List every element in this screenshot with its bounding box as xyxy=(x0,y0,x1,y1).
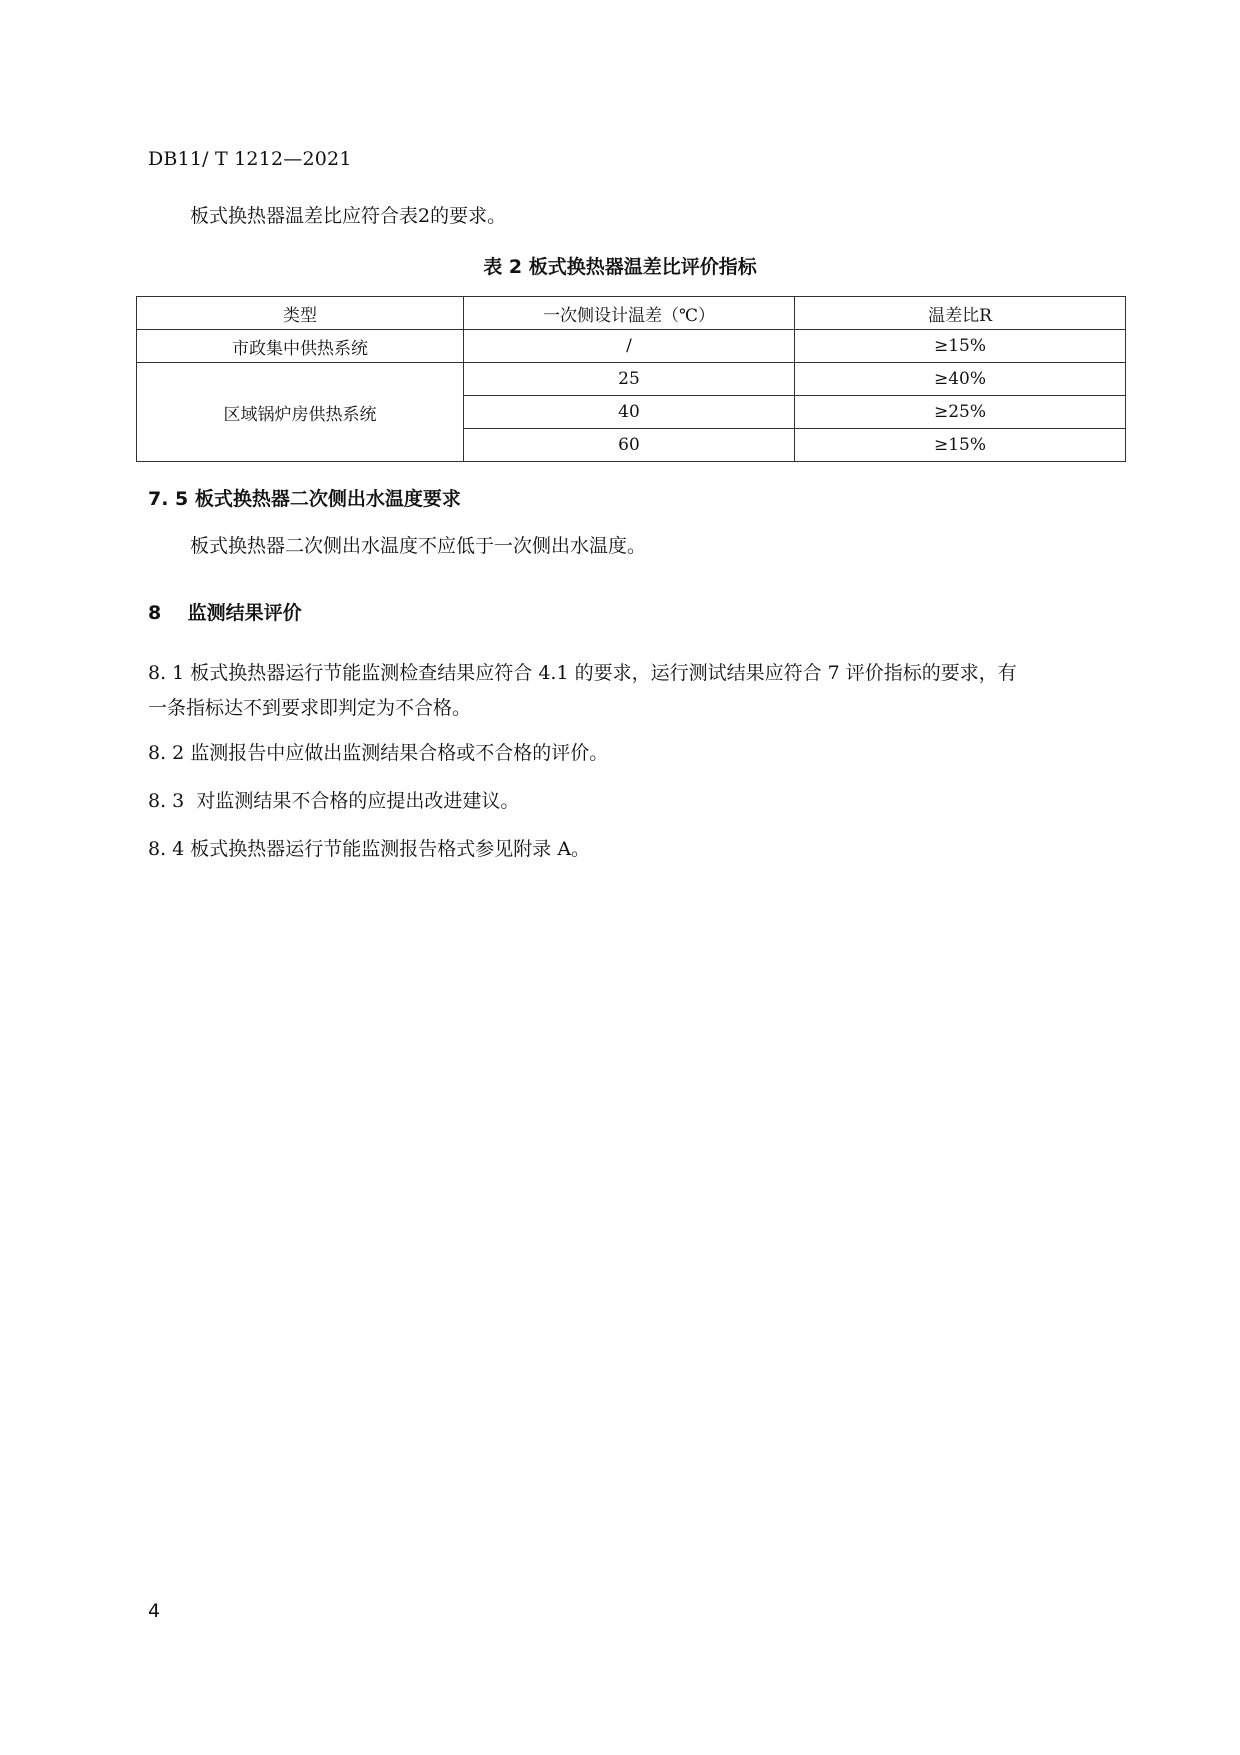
table-row xyxy=(137,330,1126,363)
clause-8-1 xyxy=(148,660,1017,721)
clause-8-2: 8. 2 监测报告中应做出监测结果合格或不合格的评价。 xyxy=(148,742,609,764)
clause-8-1-line2: 一条指标达不到要求即判定为不合格。 xyxy=(148,697,472,719)
table-header-row xyxy=(137,297,1126,330)
page-number: 4 xyxy=(148,1600,161,1622)
table-cell-delta: 60 xyxy=(464,429,795,462)
section-7-5-paragraph: 板式换热器二次侧出水温度不应低于一次侧出水温度。 xyxy=(190,535,647,557)
table-cell-ratio: ≥15% xyxy=(795,429,1126,462)
table-header-cell: 类型 xyxy=(137,297,464,330)
section-7-5-heading: 7. 5 板式换热器二次侧出水温度要求 xyxy=(148,488,461,510)
table-cell-type: 区域锅炉房供热系统 xyxy=(137,363,464,462)
table-cell-ratio: ≥25% xyxy=(795,396,1126,429)
section-8-heading: 8 监测结果评价 xyxy=(148,602,302,624)
table-header-cell: 一次侧设计温差（℃） xyxy=(464,297,795,330)
table-title: 表 2 板式换热器温差比评价指标 xyxy=(483,256,757,278)
document-code: DB11/ T 1212—2021 xyxy=(148,148,352,170)
table-cell-ratio: ≥15% xyxy=(795,330,1126,363)
clause-8-3: 8. 3 对监测结果不合格的应提出改进建议。 xyxy=(148,790,520,812)
table-cell-ratio: ≥40% xyxy=(795,363,1126,396)
clause-8-4: 8. 4 板式换热器运行节能监测报告格式参见附录 A。 xyxy=(148,838,591,860)
table-cell-delta: / xyxy=(464,330,795,363)
table-cell-type: 市政集中供热系统 xyxy=(137,330,464,363)
table-row xyxy=(137,363,1126,396)
intro-paragraph: 板式换热器温差比应符合表2的要求。 xyxy=(190,205,507,227)
table-cell-delta: 25 xyxy=(464,363,795,396)
evaluation-table xyxy=(136,296,1126,462)
clause-8-1-line1: 8. 1 板式换热器运行节能监测检查结果应符合 4.1 的要求，运行测试结果应符合 7 评价指标的要求，有 xyxy=(148,662,1017,684)
table-header-cell: 温差比R xyxy=(795,297,1126,330)
table-cell-delta: 40 xyxy=(464,396,795,429)
